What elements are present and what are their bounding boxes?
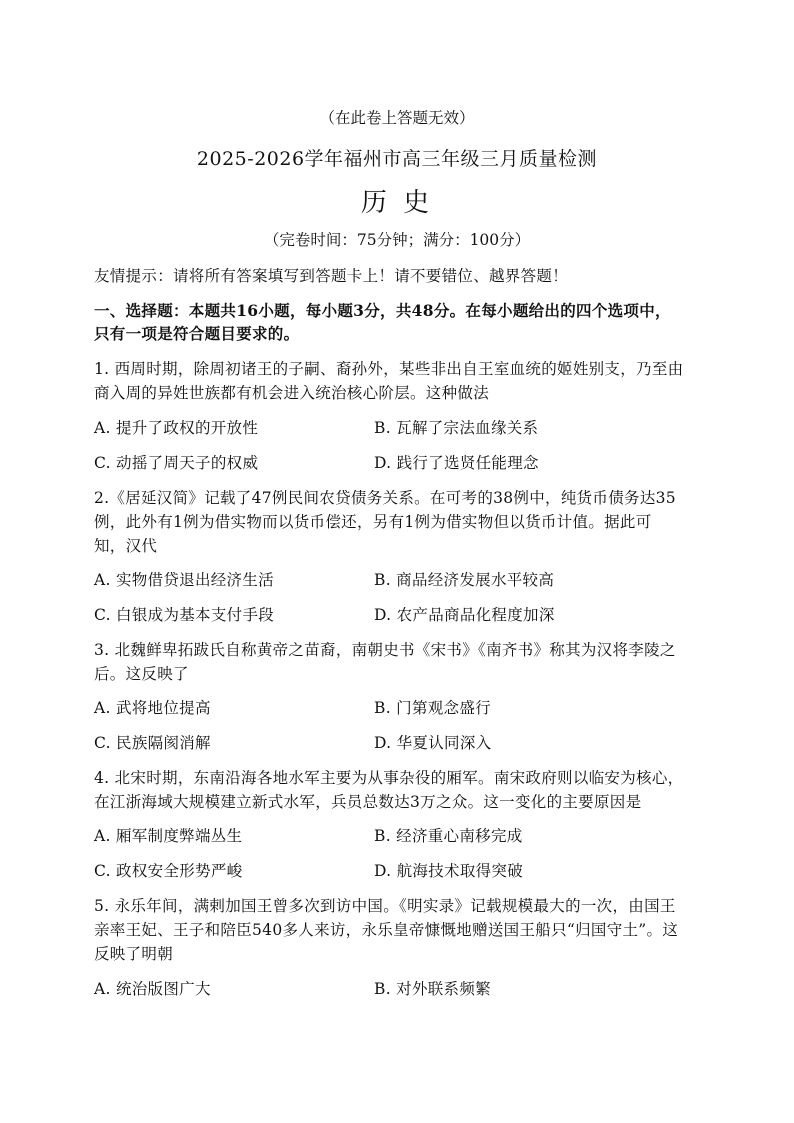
question-4-option-d: D. 航海技术取得突破 (374, 862, 524, 880)
question-3-option-b: B. 门第观念盛行 (374, 699, 491, 717)
question-4-option-c: C. 政权安全形势严峻 (94, 862, 243, 880)
reminder-text: 友情提示：请将所有答案填写到答题卡上！请不要错位、越界答题！ (94, 267, 569, 285)
exam-title: 2025-2026学年福州市高三年级三月质量检测 (196, 148, 598, 170)
question-2-option-c: C. 白银成为基本支付手段 (94, 606, 275, 624)
section-heading-line2: 只有一项是符合题目要求的。 (94, 324, 300, 343)
notice-text: （在此卷上答题无效） (319, 109, 475, 127)
question-2-option-d: D. 农产品商品化程度加深 (374, 606, 555, 624)
question-4-line-2: 在江浙海域大规模建立新式水军，兵员总数达3万之众。这一变化的主要原因是 (94, 793, 642, 811)
question-4-line-1: 4. 北宋时期，东南沿海各地水军主要为从事杂役的厢军。南宋政府则以临安为核心， (94, 769, 684, 787)
question-2-option-b: B. 商品经济发展水平较高 (374, 571, 555, 589)
question-3-option-d: D. 华夏认同深入 (374, 734, 492, 752)
question-1-line-1: 1. 西周时期，除周初诸王的子嗣、裔孙外，某些非出自王室血统的姬姓别支，乃至由 (94, 360, 684, 378)
question-2-line-3: 知，汉代 (94, 537, 158, 555)
question-3-option-c: C. 民族隔阂消解 (94, 734, 211, 752)
question-2-option-a: A. 实物借贷退出经济生活 (94, 571, 274, 589)
subject-title: 历 史 (360, 188, 434, 218)
question-1-option-d: D. 践行了选贤任能理念 (374, 454, 539, 472)
question-5-line-1: 5. 永乐年间，满剌加国王曾多次到访中国。《明实录》记载规模最大的一次，由国王 (94, 897, 676, 915)
question-5-option-a: A. 统治版图广大 (94, 980, 211, 998)
question-2-line-1: 2.《居延汉简》记载了47例民间农贷债务关系。在可考的38例中，纯货币债务达35 (94, 489, 676, 507)
question-1-option-b: B. 瓦解了宗法血缘关系 (374, 419, 539, 437)
question-5-option-b: B. 对外联系频繁 (374, 980, 491, 998)
question-5-line-3: 反映了明朝 (94, 945, 174, 963)
question-4-option-b: B. 经济重心南移完成 (374, 827, 523, 845)
question-5-line-2: 亲率王妃、王子和陪臣540多人来访，永乐皇帝慷慨地赠送国王船只“归国守土”。这 (94, 921, 679, 939)
question-3-option-a: A. 武将地位提高 (94, 699, 211, 717)
time-info: （完卷时间：75分钟；满分：100分） (263, 231, 531, 249)
question-2-line-2: 例，此外有1例为借实物而以货币偿还，另有1例为借实物但以货币计值。据此可 (94, 513, 652, 531)
question-4-option-a: A. 厢军制度弊端丛生 (94, 827, 243, 845)
question-1-line-2: 商入周的异姓世族都有机会进入统治核心阶层。这种做法 (94, 384, 490, 402)
question-3-line-2: 后。这反映了 (94, 665, 189, 683)
question-3-line-1: 3. 北魏鲜卑拓跋氏自称黄帝之苗裔，南朝史书《宋书》《南齐书》称其为汉将李陵之 (94, 641, 676, 659)
question-1-option-c: C. 动摇了周天子的权威 (94, 454, 259, 472)
question-1-option-a: A. 提升了政权的开放性 (94, 419, 259, 437)
section-heading-line1: 一、选择题：本题共16小题，每小题3分，共48分。在每小题给出的四个选项中， (94, 301, 671, 320)
